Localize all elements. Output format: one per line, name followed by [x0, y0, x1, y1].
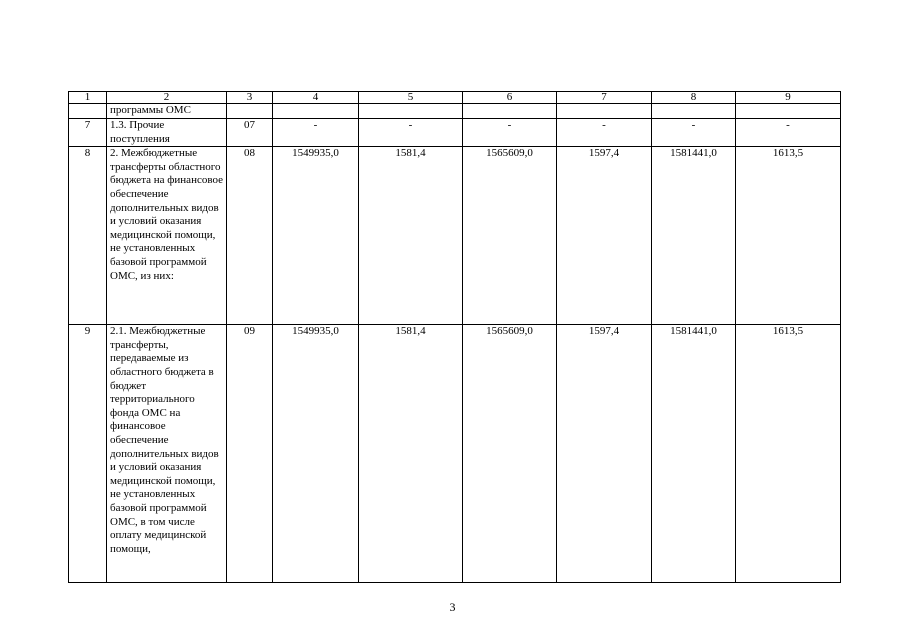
page-number: 3 — [449, 600, 456, 614]
column-number-header: 4 — [273, 92, 359, 104]
value-cell: 1613,5 — [736, 147, 841, 325]
table-row — [69, 147, 841, 325]
column-number-header: 9 — [736, 92, 841, 104]
value-cell: 1581,4 — [359, 147, 463, 325]
value-cell: - — [557, 119, 652, 147]
value-cell — [359, 104, 463, 119]
column-number-header: 1 — [69, 92, 107, 104]
row-name-cell: 2.1. Межбюджетные трансферты, передаваемые из областного бюджета в бюджет территориального фонда ОМС на финансовое обеспечение дополнительных видов и условий оказания медицинской помощи, не установленных базовой программой ОМС, в том числе оплату медицинской помощи, — [107, 325, 227, 583]
value-cell: 1549935,0 — [273, 325, 359, 583]
value-cell: - — [652, 119, 736, 147]
value-cell: 1597,4 — [557, 325, 652, 583]
row-number-cell: 8 — [69, 147, 107, 325]
row-name-cell: программы ОМС — [107, 104, 227, 119]
value-cell: - — [359, 119, 463, 147]
value-cell — [652, 104, 736, 119]
value-cell: 1581,4 — [359, 325, 463, 583]
budget-table — [68, 91, 841, 583]
column-number-header: 8 — [652, 92, 736, 104]
value-cell: - — [736, 119, 841, 147]
value-cell: 1549935,0 — [273, 147, 359, 325]
value-cell — [557, 104, 652, 119]
column-number-header: 3 — [227, 92, 273, 104]
value-cell: 1581441,0 — [652, 147, 736, 325]
row-number-cell: 7 — [69, 119, 107, 147]
column-number-header: 5 — [359, 92, 463, 104]
column-number-header: 6 — [463, 92, 557, 104]
value-cell: 1581441,0 — [652, 325, 736, 583]
value-cell — [463, 104, 557, 119]
row-code-cell — [227, 104, 273, 119]
row-name-cell: 2. Межбюджетные трансферты областного бюджета на финансовое обеспечение дополнительных видов и условий оказания медицинской помощи, не установленных базовой программой ОМС, из них: — [107, 147, 227, 325]
column-number-header: 7 — [557, 92, 652, 104]
value-cell: - — [273, 119, 359, 147]
row-code-cell: 09 — [227, 325, 273, 583]
value-cell — [736, 104, 841, 119]
row-code-cell: 07 — [227, 119, 273, 147]
value-cell: 1613,5 — [736, 325, 841, 583]
table-row — [69, 104, 841, 119]
row-code-cell: 08 — [227, 147, 273, 325]
value-cell: 1565609,0 — [463, 325, 557, 583]
value-cell: - — [463, 119, 557, 147]
value-cell: 1597,4 — [557, 147, 652, 325]
table-row — [69, 325, 841, 583]
row-name-cell: 1.3. Прочие поступления — [107, 119, 227, 147]
row-number-cell — [69, 104, 107, 119]
column-number-header: 2 — [107, 92, 227, 104]
row-number-cell: 9 — [69, 325, 107, 583]
value-cell — [273, 104, 359, 119]
table-header-row — [69, 92, 841, 104]
table-row — [69, 119, 841, 147]
value-cell: 1565609,0 — [463, 147, 557, 325]
